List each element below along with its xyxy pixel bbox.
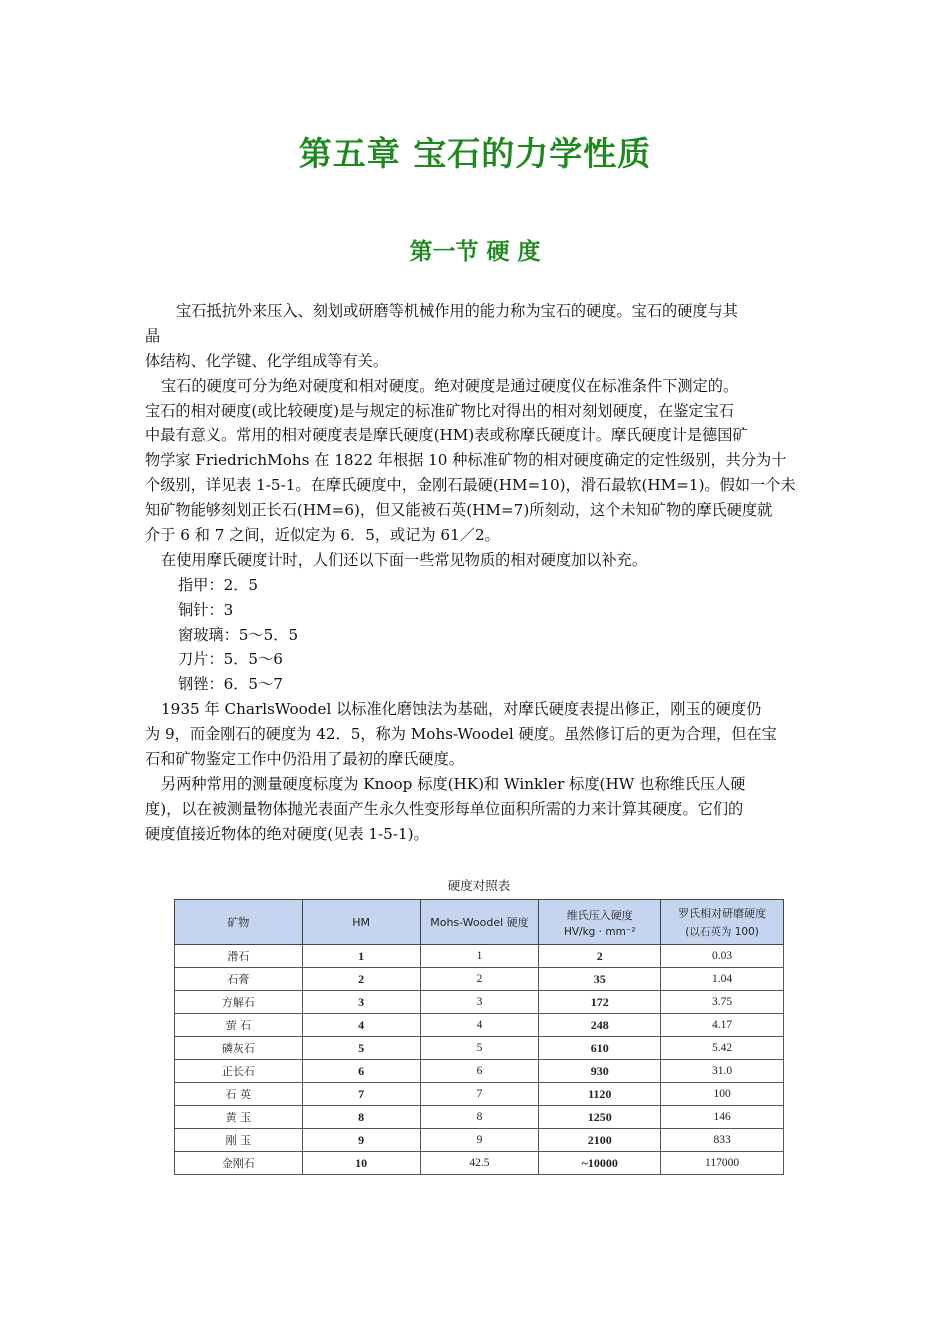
text-line: 宝石抵抗外来压入、刻划或研磨等机械作用的能力称为宝石的硬度。宝石的硬度与其: [176, 302, 738, 320]
text-line: 在使用摩氏硬度计时，人们还以下面一些常见物质的相对硬度加以补充。: [161, 550, 647, 569]
cell-mohs-woodel: 9: [420, 1129, 539, 1152]
header-rosiwal-line1: 罗氏相对研磨硬度: [678, 907, 767, 920]
text-line: 知矿物能够刻划正长石(HM=6)，但又能被石英(HM=7)所刻动，这个未知矿物的摩氏硬度就: [145, 501, 773, 520]
text-line: 中最有意义。常用的相对硬度表是摩氏硬度(HM)表或称摩氏硬度计。摩氏硬度计是德国矿: [145, 426, 748, 445]
table-header-row: [175, 900, 784, 945]
cell-vickers: 1120: [539, 1083, 661, 1106]
text-line: 钢锉：6．5～7: [178, 675, 283, 694]
cell-hm: 9: [302, 1129, 420, 1152]
text-line: 硬度值接近物体的绝对硬度(见表 1-5-1)。: [145, 824, 429, 843]
table-row: [175, 968, 784, 991]
text-line: 度)，以在被测量物体抛光表面产生永久性变形每单位面积所需的力来计算其硬度。它们的: [145, 799, 744, 818]
cell-mineral: 萤 石: [175, 1014, 303, 1037]
cell-mohs-woodel: 4: [420, 1014, 539, 1037]
table-row: [175, 1129, 784, 1152]
header-mohs-woodel: Mohs-Woodel 硬度: [420, 900, 539, 945]
text-line: 指甲：2．5: [178, 575, 259, 594]
cell-mohs-woodel: 6: [420, 1060, 539, 1083]
table-row: [175, 1083, 784, 1106]
header-rosiwal: [661, 900, 784, 945]
cell-rosiwal: 100: [661, 1083, 784, 1106]
header-hm: HM: [302, 900, 420, 945]
header-vickers-line1: 维氏压入硬度: [566, 908, 633, 922]
text-line: 窗玻璃：5～5．5: [178, 625, 299, 644]
table-row: [175, 1037, 784, 1060]
cell-hm: 2: [302, 968, 420, 991]
cell-mineral: 金刚石: [175, 1152, 303, 1175]
text-line: 介于 6 和 7 之间，近似定为 6．5，或记为 61／2。: [145, 526, 500, 545]
cell-hm: 10: [302, 1152, 420, 1175]
cell-vickers: 35: [539, 968, 661, 991]
table-row: [175, 991, 784, 1014]
table-row: [175, 1152, 784, 1175]
table-body: [175, 945, 784, 1175]
text-line: 宝石的硬度可分为绝对硬度和相对硬度。绝对硬度是通过硬度仪在标准条件下测定的。: [161, 376, 739, 395]
cell-vickers: 172: [539, 991, 661, 1014]
cell-rosiwal: 146: [661, 1106, 784, 1129]
cell-mohs-woodel: 1: [420, 945, 539, 968]
text-line: 宝石的相对硬度(或比较硬度)是与规定的标准矿物比对得出的相对刻划硬度，在鉴定宝石: [145, 401, 734, 420]
cell-mohs-woodel: 5: [420, 1037, 539, 1060]
hardness-table: [174, 899, 784, 1175]
text-line: 刀片：5．5～6: [178, 650, 283, 669]
cell-vickers: 1250: [539, 1106, 661, 1129]
cell-rosiwal: 833: [661, 1129, 784, 1152]
cell-hm: 1: [302, 945, 420, 968]
text-line: 另两种常用的测量硬度标度为 Knoop 标度(HK)和 Winkler 标度(HW 也称维氏压人硬: [161, 774, 746, 793]
text-line: 为 9，而金刚石的硬度为 42．5，称为 Mohs-Woodel 硬度。虽然修订后的更为合理，但在宝: [145, 725, 777, 744]
table-row: [175, 1060, 784, 1083]
table-caption: 硬度对照表: [447, 878, 511, 893]
cell-mohs-woodel: 2: [420, 968, 539, 991]
text-line: 石和矿物鉴定工作中仍沿用了最初的摩氏硬度。: [145, 750, 464, 769]
cell-hm: 8: [302, 1106, 420, 1129]
cell-mineral: 刚 玉: [175, 1129, 303, 1152]
table-row: [175, 1106, 784, 1129]
cell-rosiwal: 1.04: [661, 968, 784, 991]
cell-rosiwal: 31.0: [661, 1060, 784, 1083]
cell-vickers: ~10000: [539, 1152, 661, 1175]
cell-hm: 3: [302, 991, 420, 1014]
cell-vickers: 610: [539, 1037, 661, 1060]
cell-mohs-woodel: 7: [420, 1083, 539, 1106]
section-title: 第一节 硬 度: [409, 239, 541, 265]
header-vickers-line2: HV/kg · mm⁻²: [563, 925, 636, 938]
cell-mohs-woodel: 42.5: [420, 1152, 539, 1175]
cell-rosiwal: 3.75: [661, 991, 784, 1014]
header-rosiwal-line2: (以石英为 100): [685, 926, 759, 938]
text-line: 铜针：3: [178, 600, 234, 619]
text-line: 晶: [145, 326, 161, 345]
text-line: 个级别，详见表 1-5-1。在摩氏硬度中，金刚石最硬(HM=10)，滑石最软(HM=1)。假如一个未: [145, 476, 796, 495]
cell-vickers: 930: [539, 1060, 661, 1083]
text-line: 物学家 FriedrichMohs 在 1822 年根据 10 种标准矿物的相对硬度确定的定性级别，共分为十: [145, 451, 787, 470]
cell-mineral: 磷灰石: [175, 1037, 303, 1060]
cell-mohs-woodel: 3: [420, 991, 539, 1014]
text-line: 1935 年 CharlsWoodel 以标准化磨蚀法为基础，对摩氏硬度表提出修正，刚玉的硬度仍: [161, 700, 762, 719]
cell-hm: 7: [302, 1083, 420, 1106]
header-mineral: 矿物: [175, 900, 303, 945]
body-text: [145, 299, 810, 847]
cell-mineral: 黄 玉: [175, 1106, 303, 1129]
cell-mineral: 石膏: [175, 968, 303, 991]
cell-rosiwal: 0.03: [661, 945, 784, 968]
cell-mineral: 石 英: [175, 1083, 303, 1106]
cell-mohs-woodel: 8: [420, 1106, 539, 1129]
cell-mineral: 正长石: [175, 1060, 303, 1083]
header-vickers: [539, 900, 661, 945]
cell-rosiwal: 117000: [661, 1152, 784, 1175]
text-line: 体结构、化学键、化学组成等有关。: [145, 351, 388, 370]
chapter-title: 第五章 宝石的力学性质: [298, 134, 652, 173]
cell-hm: 4: [302, 1014, 420, 1037]
cell-rosiwal: 4.17: [661, 1014, 784, 1037]
table-row: [175, 945, 784, 968]
cell-vickers: 2100: [539, 1129, 661, 1152]
cell-mineral: 方解石: [175, 991, 303, 1014]
cell-hm: 5: [302, 1037, 420, 1060]
cell-rosiwal: 5.42: [661, 1037, 784, 1060]
cell-vickers: 248: [539, 1014, 661, 1037]
cell-hm: 6: [302, 1060, 420, 1083]
cell-vickers: 2: [539, 945, 661, 968]
table-row: [175, 1014, 784, 1037]
cell-mineral: 滑石: [175, 945, 303, 968]
